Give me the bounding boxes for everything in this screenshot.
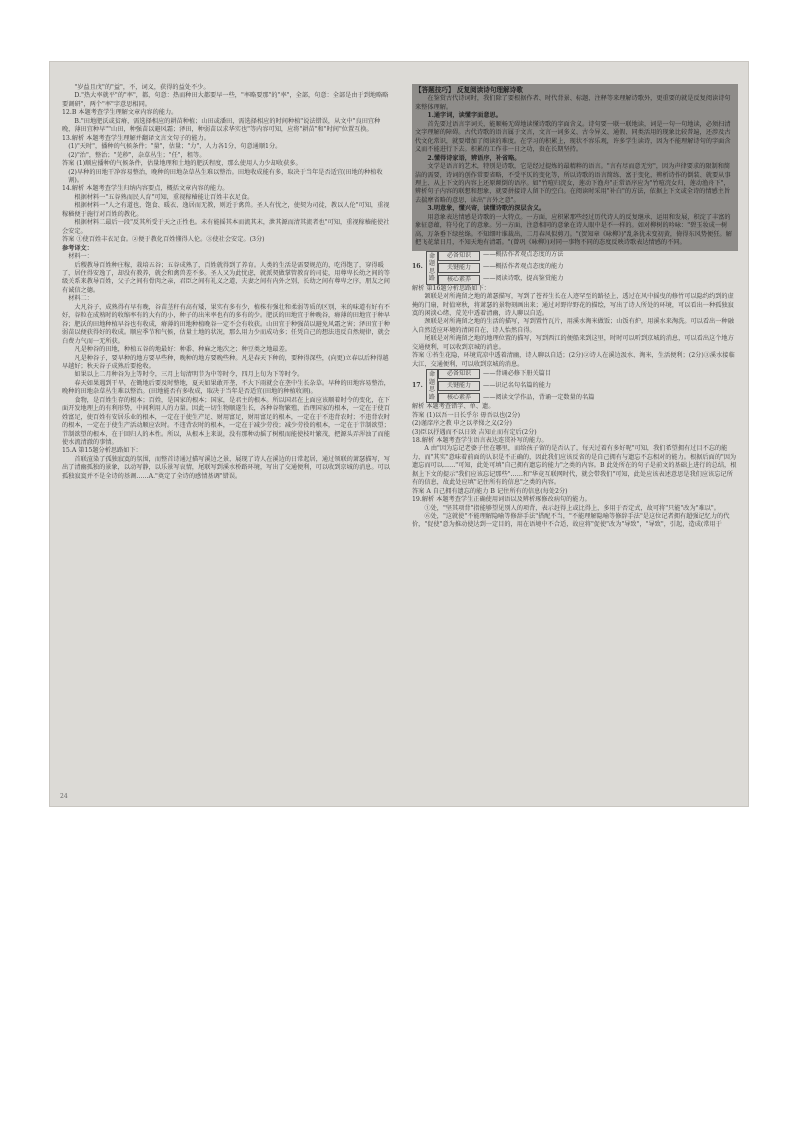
q15-heading: 15.A 第15题分析思路如下： — [62, 447, 142, 455]
q17-number: 17. — [412, 381, 423, 389]
q14-detail: 根据材料二最后一段"反其所受于天之正性也。未有能摇其本而流其末，泄其源而清其流者也"可知，重视稼穑能使社会安定。 — [62, 219, 390, 235]
q17-answer: 答案 (1)以吾一日长乎尔 毋吾以也(2分) — [412, 411, 521, 419]
tip-3-heading: 3.明意象，懂兴寄，读懂诗歌的深层含义。 — [427, 205, 546, 213]
material-2-title: 材料二： — [68, 295, 93, 303]
q17-answer: (2)谨庠序之教 申之以孝悌之义(2分) — [412, 420, 512, 428]
q19-heading: 19.解析 本题考查学生正确使用词语以及辨析琢修改病句的能力。 — [412, 496, 591, 504]
q13-point: (2)"治"，整治；"芜秽"，杂草丛生；"任"，租等。 — [68, 151, 206, 159]
material-2-text: 春天如果遇到干旱，在锄地后要及时整地，夏天如果敢开垄，不大下雨就会在垄中生长杂草。早种的田地容易整治，晚种的田地杂草丛生难以整治。(田地能否有多收成，取决于当年是否适宜(田地的种植收割)。 — [62, 379, 390, 396]
q18-answer: 答案 A 自己拥有遗忘的能力 B 记住所有的信息(每处2分) — [412, 487, 568, 495]
q16-text: 尾联是对所淹留之地的地理位置的描写，写到西江的便船来到这里，时时可以听到京城的消息，可以看出这个地方交通便利，可以收到京城的消息。 — [412, 335, 734, 351]
q13-answer: 答案 (1)顺应播种的气候条件，估量地理和土地的肥沃程度，那么使用人力少却收获多。 — [62, 160, 302, 168]
mind-map-row — [438, 369, 594, 379]
left-column — [62, 84, 392, 481]
q17-answer: (3)臣以抒遇而不以日效 吉知止而有定后(2分) — [412, 428, 537, 436]
q16-text: 颈联是对所淹留之地的生活的描写，写到置竹瓦片，用溪水淘米做饭；山饭有炉，用溪水来淘洗。可以看出一种融入自然适应环境的清闲自在，诗人怡然自得。 — [412, 318, 734, 334]
mind-map-key: 必备知识 — [438, 251, 480, 261]
q11-option-d: D."热大率就平"的"率"，都，句意：热而种田大都要早一些，"率略要那"的"率"，全部，句意：全部是由于到地略略要调研"，两个"率"字意思相同。 — [62, 92, 389, 108]
q15-text: 首联渲染了孤独寂寞的氛围，而整首诗通过描写溪边之景，展现了诗人在溪边的日常起居，通过领联的萧瑟描写，写出了清幽孤独的景象，以动写静，以乐景写哀情，尾联写到溪水桥路环境，写出了交通便利，可以收到京城的消息。可以孤独寂寞并不是全诗的基调……A."奠定了全诗的感情基调"错误。 — [62, 455, 390, 480]
tips-intro: 在鉴赏古代诗词时，我们除了要根据作者、时代背景、标题、注释等来理解诗歌外，更重要的就是反复阅读诗句来整体理解。 — [415, 95, 731, 111]
mind-map-row — [438, 251, 563, 261]
mind-map-label: 命题思路 — [426, 369, 438, 403]
q12-heading: 12.B 本题考查学生理解文章内容的能力。 — [62, 109, 178, 117]
mind-map-desc: ——识记名句名篇的能力 — [483, 381, 552, 389]
material-2-text: 大凡谷子，成熟得有早有晚，谷苗茎秆有高有矮，果实有多有少，植株有强壮和柔弱等质的区别，米的味道有好有不好，谷粒在成熟时的收缩率有的大有的小，种子的出米率也有的多有的少。肥沃的田地宜于种晚谷，瘠薄的田地宜于种早谷；肥沃的田地种植早谷也有收成，瘠薄的田地种植晚谷一定不会有收获。山田宜于种强苗以避免风霜之害；泽田宜于种弱苗以便获得好的收成。顺应季节和气候，估量土地的状况，那么用力少而成功多；任凭自己的想法违反自然规律，就会白费力气而一无所获。 — [62, 303, 390, 345]
reference-translation-title: 参考译文： — [62, 244, 93, 252]
q19-text: ⑥处，"这就使"不能理解隐喻等修辞手法"搭配不当，"不能理解隐喻等修辞手法"是这位记者拥有超强记忆力的代价，"促使"意为推动使达到一定目的，用在语境中不合适，故应将"促使"改为"导致"，"导致"，引起，造成(常用于 — [412, 513, 730, 529]
mind-map-desc: ——阅读文学作品，背诵一定数量的名篇 — [483, 393, 595, 401]
q16-text: 颔联是对所淹留之地的萧瑟描写，写到了苍苔生长在人迹罕至的路径上，透过在风中摇曳的修竹可以隐约约到的虚掩的门扇，时值寒秋，将萧瑟的景物刻画出来；通过对野岸野花的描绘，写出了诗人所处的环境，可以看出一种孤独寂寞的闲淡心绪，荒芜中透着清幽，诗人聊以自适。 — [412, 293, 734, 317]
q13-point: (1)"天时"，播种的气候条件；"量"，估量；"力"，人力各1分，句意通顺1分。 — [68, 143, 282, 151]
tip-2-heading: 2.懂得诗家语，辨语序，补省略。 — [427, 154, 521, 162]
tip-3-text: 用意象表达情感是诗歌的一大特点。一方面，应积累那些经过历代诗人的反复继承、运用和发展，积淀了丰富的象征意蕴，符号化了的意象。另一方面，注意相同的意象在诗人眼中是不一样的。如对柳树的吟咏："碧玉妆成一树高，万条垂下绿丝绦。不知细叶谁裁出，二月春风似剪刀。"(贺知章《咏柳》)"乱条犹未变初黄，倚得东风势便狂。解把飞花蒙日月，不知天地有清霜。"(曾巩《咏柳》)对同一事物不同的态度反映诗歌表达情感的不同。 — [415, 213, 732, 247]
material-2-text: 如果以上二月种谷为上等时令，三月上旬清明节为中等时令，四月上旬为下等时令。 — [74, 371, 304, 379]
q19-text: ①处，"坚其项背"指能够望见别人的项背，表示赶得上或比得上，多用于否定式，故可将"只能"改为"难以"。 — [424, 504, 720, 512]
scanned-page — [49, 61, 749, 807]
material-2-text: 凡是种谷的田地，种植五谷的地最好：种黍、种麻之地次之；种豆类之地最差。 — [74, 346, 291, 354]
mind-map-row — [438, 263, 563, 273]
tips-title: 【答题技巧】 反复阅读诗句理解诗歌 — [415, 86, 523, 94]
mind-map-desc: ——概括作者观点态度的方法 — [483, 251, 564, 259]
q16-number: 16. — [412, 263, 423, 271]
q11-option-c: "岁益且戊"的"益"，不，词义，获得的益处不少。 — [74, 84, 210, 91]
tip-2-text: 文学是语言的艺术，特别是诗歌，它是经过提炼的最精粹的语言。"言有尽而意无穷"，因为声律要求的限制和简洁的需要，诗词的创作常要省略，不受平仄的变化等，所以诗歌的语言简练、富于变化，辨析诗作的倒装、就要从事理上、从上下文的内容上还原颠倒的语序。如"竹喧归浣女，莲动下渔舟"正常语序应为"竹喧浣女归，莲动渔舟下"，辨析句子内容的联想和想象，就要拼接诗人留下的空白。在阅读时采用"补白"的方法，依据上下文或全诗的情感主旨去揣摩省略的意思，读出"言外之意"。 — [415, 163, 731, 204]
mind-map-key: 关键能力 — [438, 263, 480, 273]
q14-detail: 根据材料一"五谷熟而民人育"可知，重视稼穑能让百姓丰衣足食。 — [74, 193, 254, 201]
mind-map-row — [438, 393, 594, 403]
mind-map-key: 核心素养 — [438, 393, 480, 403]
q18-text: A 由"因为忘记老婆子住在哪里，而给孩子留的是否认了，每天过着有多好呢"可知，我们希望拥有过目不忘的能力，而"其实"意味着前面的认识是不正确的，因此我们应该反省的是自己拥有与遗忘不忘相对的能力。根据后面的"因为遗忘而可以……"可知，此处可填"自己拥有遗忘的能力"之类的内容。B 此处所在的句子是前文的基础上进行的总结，根据上下文的提示"我们应该忘记那些"……和"华竟互联网时代，就会带我们"可知，此处应该表述意思是我们应该忘记所有的信息，故此处应填"记住所有的信息"之类的内容。 — [412, 445, 737, 487]
material-1-title: 材料一： — [68, 253, 93, 261]
q18-heading: 18.解析 本题考查学生语言表达连贯补写的能力。 — [412, 436, 548, 444]
mind-map-desc: ——概括作者观点态度的能力 — [483, 263, 564, 271]
q17-mind-map — [412, 369, 738, 403]
q12-detail: B."田地肥沃或贫瘠，需选择相应的耕苗种植；山田或潘田，需选择相应的时间种植"说法错误，从文中"良田宜种晚，薄田宜种早""山田，种强苗以避风霜；泽田，种弱苗以求华实也"等内容可知，应将"耕苗"和"时间"位置互换。 — [62, 117, 381, 134]
q16-parse: 解析 第16题分析思路如下： — [412, 284, 490, 292]
q17-parse: 解析 本题考查错字、单、遗。 — [412, 403, 495, 411]
material-2-text: 凡是种谷子，要早种的地方要早些种，晚种的地方要晚些种。凡是春天下种的，要种得深些，(向更)立春以后种得越早越好；秋天谷子成熟后要抢收。 — [62, 354, 389, 370]
q14-detail: 根据材料一"人之有道也，饱食、暖衣、逸居而无教，则近于禽兽。圣人有忧之，使契为司徒，教以人伦"可知，重视稼穑便于施行对百姓的教化。 — [62, 202, 390, 218]
mind-map-key: 关键能力 — [438, 381, 480, 391]
material-1-text: 后稷教导百姓种庄稼，栽培五谷；五谷成熟了，百姓就得到了养育。人类的生活是需要规范的，吃得饱了，穿得暖了，居住得安逸了，却没有教养，就会和禽兽差不多。圣人又为此忧虑，就派契做掌管教育的司徒，用尊卑长幼之间的等级关系来教导百姓，父子之间有骨肉之亲，君臣之间有礼义之道，夫妻之间有内外之别，长幼之间有尊卑之序，朋友之间有诚信之德。 — [62, 261, 390, 294]
mind-map-label: 命题思路 — [426, 251, 438, 285]
mind-map-key: 核心素养 — [438, 275, 480, 285]
tip-1-text: 首先要过语言字词关，能顺畅无碍地读懂诗歌的字面含义。诗句要一联一联地读，词是一句一句地读，必须扫清文字理解的障碍。古代诗歌的语言属于文言，文言一词多义、古今异义、通假、同类活用的现象比较普遍，还涉及古代文化常识，就要增加了阅读的难度。在学习的积累上，现状不容乐观，许多学生读诗，因为不能理解诗句的字面含义而不能进行下去。积累的工作非一日之功，贵在长期坚持。 — [415, 120, 731, 154]
answer-tips-box — [412, 84, 738, 251]
material-3-text: 食物，是百姓生存的根本；百姓，是国家的根本；国家，是君主的根本。所以国君在上面应该顺着时令的变化，在下面开发地理上的有利形势，中间利用人的力量。因此一切生物顺遂生长，各种谷物繁殖，治理国家的根本，一定在于使百姓富足，使百姓有安居乐业的根本，一定在于使生产足、财用富足，财用富足的根本，一定在于不违背农时；不违背农时的根本，一定在于使生产活动顺应农时。不违背农时的根本，一定在于减少劳役；减少劳役的根本，一定在于节制欲望；节制欲望的根本，在于回归人的本性。所以，从根本上来说，没有那种动摇了树根而能使枝叶繁茂，把源头弄浑浊了而能使水流清澈的事情。 — [62, 396, 390, 447]
mind-map-row — [438, 275, 563, 285]
tip-1-heading: 1.通字词，读懂字面意思。 — [427, 112, 502, 120]
page-number: 24 — [60, 793, 68, 800]
mind-map-key: 必备知识 — [438, 369, 480, 379]
q16-mind-map — [412, 251, 738, 285]
q13-heading: 13.解析 本题考查学生理解并翻译文言文句子的能力。 — [62, 134, 210, 142]
mind-map-row — [438, 381, 594, 391]
q14-answer: 答案 ①使百姓丰衣足食。②便于教化百姓懂得人伦。③使社会安定。(3分) — [62, 236, 265, 244]
mind-map-desc: ——阅读诗歌，提高鉴赏能力 — [483, 275, 564, 283]
right-column — [412, 84, 738, 530]
q16-answer: 答案 ①苔生花隐，环境荒凉中透着清幽，诗人聊以自适；(2分)②诗人在溪边汲水、淘米，生活便利；(2分)③溪水接临大江，交通便利，可以收到京城的消息。 — [412, 352, 735, 368]
q14-heading: 14.解析 本题考查学生归纳内容要点，概括文章内容的能力。 — [62, 185, 229, 193]
q13-answer: (2)早种的田地干净容易整治，晚种的田地杂草丛生难以整治。田地收成能有多，取决于当年是否适宜(田地的种植收割)。 — [68, 168, 383, 184]
mind-map-desc: ——背诵必修下册关篇目 — [483, 369, 552, 377]
